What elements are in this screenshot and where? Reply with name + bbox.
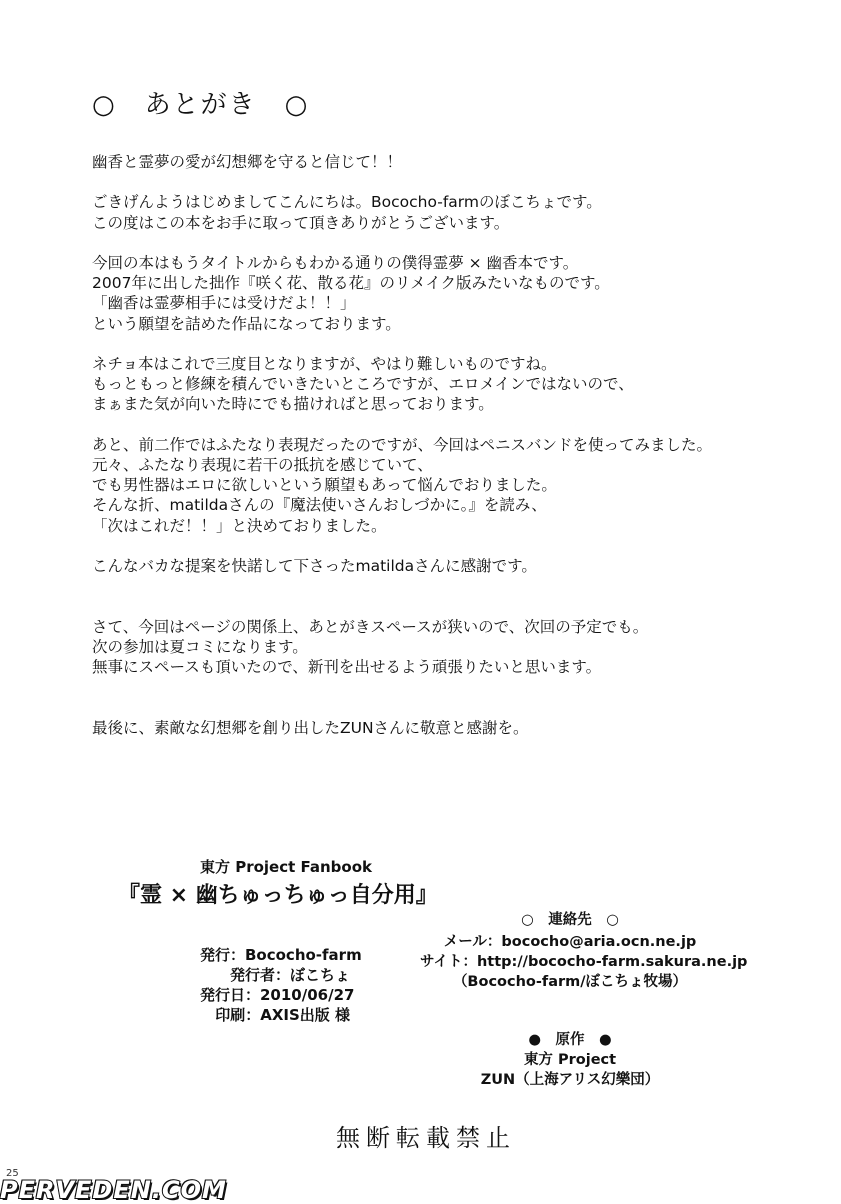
body-line: 次の参加は夏コミになります。 bbox=[92, 637, 308, 656]
body-line: ごきげんようはじめましてこんにちは。Bococho-farmのぼこちょです。 bbox=[92, 193, 602, 212]
book-subtitle: 東方 Project Fanbook bbox=[200, 858, 373, 876]
contact-site: サイト：http://bococho-farm.sakura.ne.jp bbox=[420, 954, 748, 970]
body-line: 今回の本はもうタイトルからもわかる通りの僕得霊夢 × 幽香本です。 bbox=[92, 254, 579, 272]
body-line: もっともっと修練を積んでいきたいところですが、エロメインではないので、 bbox=[92, 375, 634, 394]
body-line: ネチョ本はこれで三度目となりますが、やはり難しいものですね。 bbox=[92, 355, 557, 373]
date-line: 発行日：2010/06/27 bbox=[200, 986, 355, 1004]
author-line: 発行者：ぼこちょ bbox=[229, 966, 350, 984]
body-line: 「幽香は霊夢相手には受けだよ！！」 bbox=[92, 294, 356, 313]
printer-line: 印刷：AXIS出版 様 bbox=[215, 1006, 350, 1024]
body-line: でも男性器はエロに欲しいという願望もあって悩んでおりました。 bbox=[92, 476, 557, 495]
body-line: という願望を詰めた作品になっております。 bbox=[92, 314, 401, 333]
original-heading: ● 原作 ● bbox=[528, 1032, 612, 1048]
original-title: 東方 Project bbox=[523, 1052, 617, 1068]
body-line: 最後に、素敵な幻想郷を創り出したZUNさんに敬意と感謝を。 bbox=[92, 718, 529, 737]
body-line: 2007年に出した拙作『咲く花、散る花』のリメイク版みたいなものです。 bbox=[92, 274, 610, 293]
book-title: 『霊 × 幽ちゅっちゅっ自分用』 bbox=[118, 883, 438, 908]
original-author: ZUN（上海アリス幻樂団） bbox=[480, 1072, 660, 1088]
body-line: 無事にスペースも頂いたので、新刊を出せるよう頑張りたいと思います。 bbox=[92, 658, 602, 676]
site-watermark: PERVEDEN.COM bbox=[0, 1176, 227, 1204]
contact-mail: メール：bococho@aria.ocn.ne.jp bbox=[443, 934, 697, 950]
contact-heading: ○ 連絡先 ○ bbox=[521, 912, 619, 928]
body-line: 幽香と霊夢の愛が幻想郷を守ると信じて！！ bbox=[92, 153, 403, 171]
publisher-line: 発行：Bococho-farm bbox=[200, 946, 362, 964]
body-line: こんなバカな提案を快諾して下さったmatildaさんに感謝です。 bbox=[92, 557, 537, 575]
body-line: 「次はこれだ！！」と決めておりました。 bbox=[92, 516, 387, 535]
body-line: さて、今回はページの関係上、あとがきスペースが狭いので、次回の予定でも。 bbox=[92, 617, 649, 636]
afterword-heading: ○ あとがき ○ bbox=[92, 90, 310, 120]
body-line: まぁまた気が向いた時にでも描ければと思っております。 bbox=[92, 395, 494, 414]
contact-site-name: （Bococho-farm/ぼこちょ牧場） bbox=[452, 974, 688, 990]
body-line: この度はこの本をお手に取って頂きありがとうございます。 bbox=[92, 213, 510, 232]
body-line: そんな折、matildaさんの『魔法使いさんおしづかに。』を読み、 bbox=[92, 496, 547, 515]
page-number: 25 bbox=[6, 1168, 19, 1179]
body-line: 元々、ふたなり表現に若干の抵抗を感じていて、 bbox=[92, 456, 433, 474]
reprint-prohibited: 無断転載禁止 bbox=[336, 1124, 516, 1152]
body-line: あと、前二作ではふたなり表現だったのですが、今回はペニスバンドを使ってみました。 bbox=[92, 435, 713, 454]
